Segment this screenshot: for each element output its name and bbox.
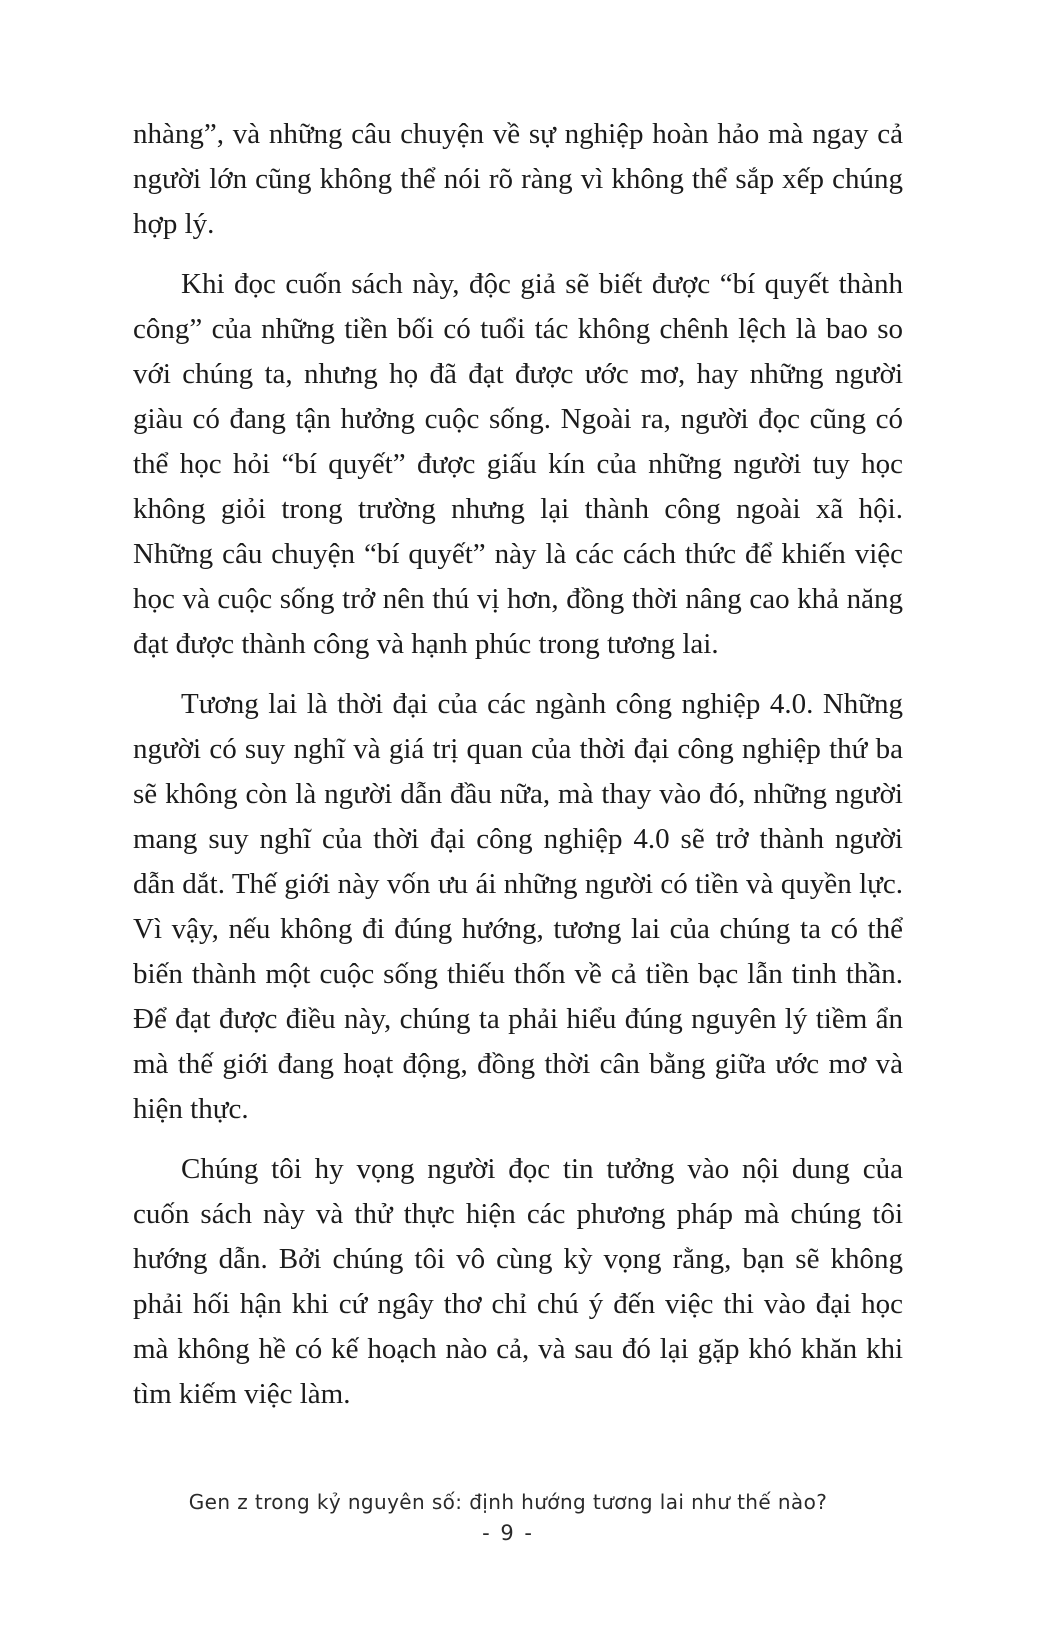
- paragraph: Tương lai là thời đại của các ngành công nghiệp 4.0. Những người có suy nghĩ và giá trị quan của thời đại công nghiệp thứ ba sẽ không còn là người dẫn đầu nữa, mà thay vào đó, những người mang suy nghĩ của thời đại công nghiệp 4.0 sẽ trở thành người dẫn dắt. Thế giới này vốn ưu ái những người có tiền và quyền lực. Vì vậy, nếu không đi đúng hướng, tương lai của chúng ta có thể biến thành một cuộc sống thiếu thốn về cả tiền bạc lẫn tinh thần. Để đạt được điều này, chúng ta phải hiểu đúng nguyên lý tiềm ẩn mà thế giới đang hoạt động, đồng thời cân bằng giữa ước mơ và hiện thực.: [133, 688, 903, 1125]
- paragraph: Chúng tôi hy vọng người đọc tin tưởng vào nội dung của cuốn sách này và thử thực hiện các phương pháp mà chúng tôi hướng dẫn. Bởi chúng tôi vô cùng kỳ vọng rằng, bạn sẽ không phải hối hận khi cứ ngây thơ chỉ chú ý đến việc thi vào đại học mà không hề có kế hoạch nào cả, và sau đó lại gặp khó khăn khi tìm kiếm việc làm.: [133, 1153, 903, 1410]
- page-number: - 9 -: [482, 1521, 534, 1545]
- paragraph: Khi đọc cuốn sách này, độc giả sẽ biết được “bí quyết thành công” của những tiền bối có tuổi tác không chênh lệch là bao so với chúng ta, nhưng họ đã đạt được ước mơ, hay những người giàu có đang tận hưởng cuộc sống. Ngoài ra, người đọc cũng có thể học hỏi “bí quyết” được giấu kín của những người tuy học không giỏi trong trường nhưng lại thành công ngoài xã hội. Những câu chuyện “bí quyết” này là các cách thức để khiến việc học và cuộc sống trở nên thú vị hơn, đồng thời nâng cao khả năng đạt được thành công và hạnh phúc trong tương lai.: [133, 268, 903, 660]
- running-book-title: Gen z trong kỷ nguyên số: định hướng tương lai như thế nào?: [188, 1490, 828, 1514]
- page-footer: [113, 1488, 903, 1546]
- body-text: [133, 112, 903, 1432]
- paragraph-continuation: nhàng”, và những câu chuyện về sự nghiệp hoàn hảo mà ngay cả người lớn cũng không thể nói rõ ràng vì không thể sắp xếp chúng hợp lý.: [133, 118, 903, 240]
